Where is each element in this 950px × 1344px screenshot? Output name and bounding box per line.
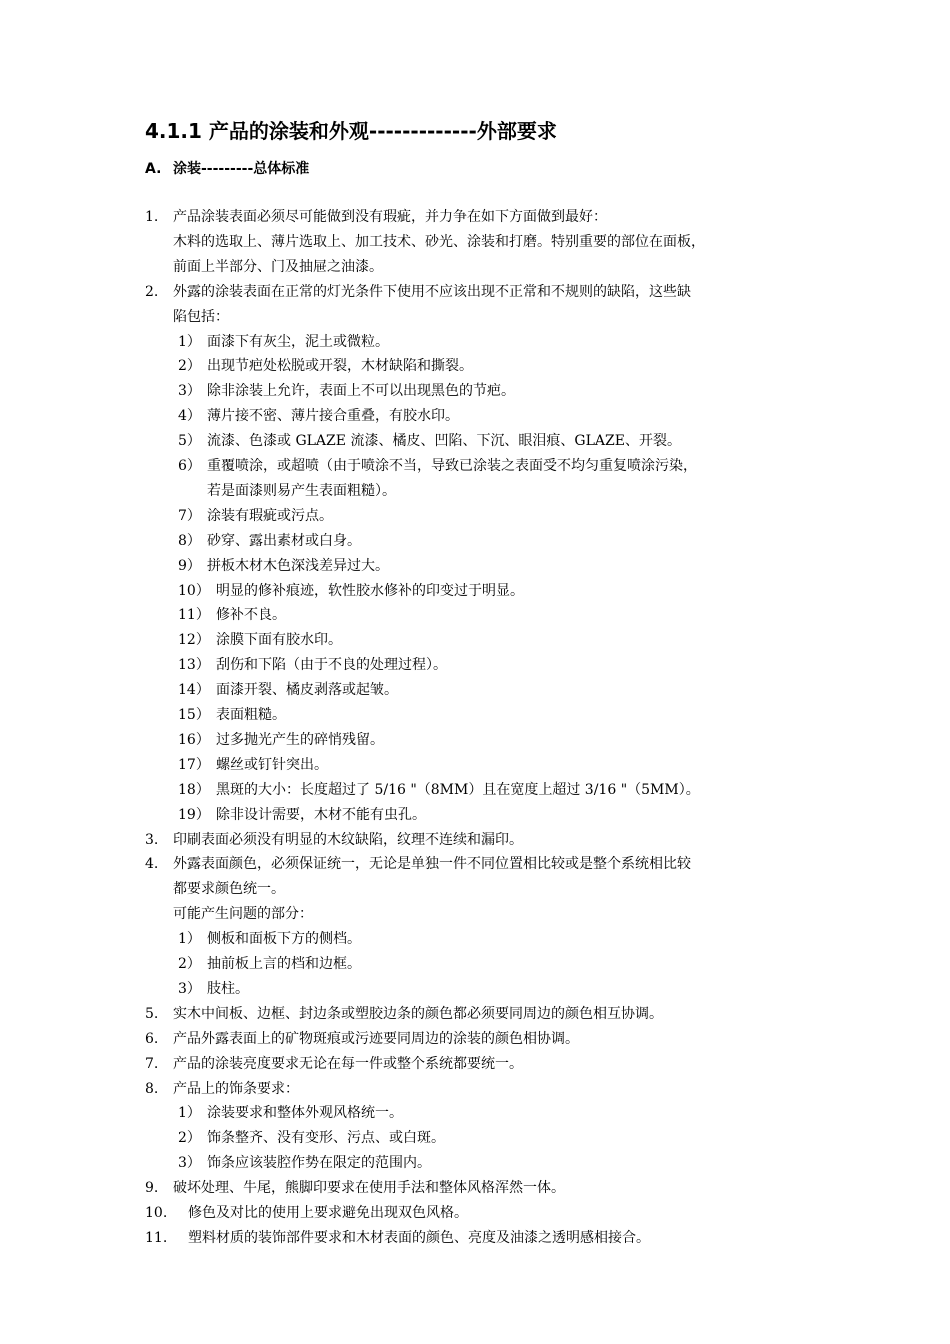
item-text: 饰条整齐、没有变形、污点、或白斑。	[207, 1130, 445, 1147]
item-text: 产品涂装表面必须尽可能做到没有瑕疵，并力争在如下方面做到最好：	[173, 209, 607, 225]
item-number: 7）	[178, 507, 201, 524]
item-number: 9.	[145, 1180, 159, 1197]
item-text: 可能产生问题的部分：	[173, 906, 313, 923]
item-text: 肢柱。	[207, 980, 249, 997]
list-item	[0, 852, 950, 877]
item-text: 前面上半部分、门及抽屉之油漆。	[173, 258, 383, 275]
list-item	[0, 1002, 950, 1027]
item-text: 外露的涂装表面在正常的灯光条件下使用不应该出现不正常和不规则的缺陷，这些缺	[173, 283, 691, 300]
item-number: 19）	[178, 806, 210, 823]
item-text: 出现节疤处松脱或开裂，木材缺陷和撕裂。	[207, 358, 473, 375]
item-text: 重覆喷涂，或超喷（由于喷涂不当，导致已涂装之表面受不均匀重复喷涂污染，	[207, 458, 697, 474]
sub-list-item	[0, 504, 950, 529]
item-number: 6）	[178, 458, 201, 474]
sub-list-item	[0, 703, 950, 728]
item-text: 除非设计需要，木材不能有虫孔。	[216, 806, 426, 823]
sub-list-item	[0, 603, 950, 628]
item-number: 6.	[145, 1030, 159, 1047]
sub-list-item	[0, 1126, 950, 1151]
item-text: 明显的修补痕迹，软性胶水修补的印变过于明显。	[216, 582, 524, 599]
list-item	[0, 1176, 950, 1201]
list-item	[0, 1201, 950, 1226]
item-number: 1.	[145, 209, 159, 225]
sub-list-item	[0, 628, 950, 653]
item-number: 1）	[178, 931, 201, 948]
item-number: 8）	[178, 532, 201, 549]
item-number: 2.	[145, 283, 159, 300]
item-number: 1）	[178, 1105, 201, 1122]
item-number: 11）	[178, 607, 210, 624]
item-number: 7.	[145, 1055, 159, 1072]
list-item	[0, 902, 950, 927]
sub-list-item	[0, 678, 950, 703]
sub-list-item	[0, 728, 950, 753]
section-letter: A.	[145, 161, 162, 177]
sub-list-item	[0, 653, 950, 678]
item-text: 产品外露表面上的矿物斑痕或污迹要同周边的涂装的颜色相协调。	[173, 1030, 579, 1047]
sub-list-item	[0, 977, 950, 1002]
item-number: 3）	[178, 1155, 201, 1172]
item-text: 侧板和面板下方的侧档。	[207, 931, 361, 948]
item-number: 11.	[145, 1229, 168, 1246]
sub-list-item	[0, 354, 950, 379]
list-item	[0, 1052, 950, 1077]
item-number: 13）	[178, 657, 210, 674]
sub-list-item	[0, 1151, 950, 1176]
item-text: 过多抛光产生的碎悄残留。	[216, 731, 384, 748]
sub-list-item	[0, 554, 950, 579]
item-text: 涂膜下面有胶水印。	[216, 632, 342, 649]
item-text: 修色及对比的使用上要求避免出现双色风格。	[188, 1205, 468, 1221]
list-item	[0, 1226, 950, 1251]
sub-list-item	[0, 778, 950, 803]
sub-list-item	[0, 330, 950, 355]
item-number: 2）	[178, 358, 201, 375]
item-text: 面漆开裂、橘皮剥落或起皱。	[216, 682, 398, 699]
item-text: 涂装要求和整体外观风格统一。	[207, 1105, 403, 1122]
item-number: 3.	[145, 831, 159, 848]
sub-list-item	[0, 479, 950, 504]
sub-list-item	[0, 454, 950, 479]
sub-list-item	[0, 529, 950, 554]
item-text: 除非涂装上允许，表面上不可以出现黑色的节疤。	[207, 383, 515, 400]
item-number: 2）	[178, 1130, 201, 1147]
section-heading	[145, 157, 309, 181]
item-number: 14）	[178, 682, 210, 699]
sub-list-item	[0, 1101, 950, 1126]
item-number: 9）	[178, 557, 201, 574]
list-item	[0, 877, 950, 902]
item-number: 17）	[178, 756, 210, 773]
section-label: 涂装---------总体标准	[173, 161, 310, 177]
list-item	[0, 828, 950, 853]
item-text: 印刷表面必须没有明显的木纹缺陷，纹理不连续和漏印。	[173, 831, 523, 848]
item-number: 12）	[178, 632, 210, 649]
item-number: 4）	[178, 408, 201, 425]
item-text: 修补不良。	[216, 607, 286, 624]
item-number: 15）	[178, 707, 210, 723]
sub-list-item	[0, 579, 950, 604]
sub-list-item	[0, 803, 950, 828]
item-text: 实木中间板、边框、封边条或塑胶边条的颜色都必须要同周边的颜色相互协调。	[173, 1005, 663, 1022]
item-number: 8.	[145, 1080, 159, 1097]
sub-list-item	[0, 952, 950, 977]
item-number: 10.	[145, 1205, 168, 1221]
item-text: 抽前板上言的档和边框。	[207, 956, 361, 972]
item-text: 涂装有瑕疵或污点。	[207, 507, 333, 524]
item-number: 5.	[145, 1005, 159, 1022]
item-text: 刮伤和下陷（由于不良的处理过程）。	[216, 657, 447, 674]
list-item	[0, 280, 950, 305]
sub-list-item	[0, 429, 950, 454]
item-number: 3）	[178, 383, 201, 400]
item-text: 薄片接不密、薄片接合重叠，有胶水印。	[207, 408, 459, 425]
list-item	[0, 255, 950, 280]
item-number: 1）	[178, 333, 201, 350]
sub-list-item	[0, 753, 950, 778]
item-text: 陷包括：	[173, 308, 229, 325]
item-text: 饰条应该装腔作势在限定的范围内。	[207, 1155, 431, 1172]
item-text: 产品上的饰条要求：	[173, 1080, 299, 1097]
item-number: 5）	[178, 433, 201, 450]
page-title: 4.1.1 产品的涂装和外观-------------外部要求	[145, 119, 557, 143]
list-item	[0, 1077, 950, 1102]
list-item	[0, 1027, 950, 1052]
list-item	[0, 230, 950, 255]
sub-list-item	[0, 404, 950, 429]
item-text: 面漆下有灰尘，泥土或微粒。	[207, 333, 389, 350]
item-text: 砂穿、露出素材或白身。	[207, 532, 361, 549]
item-number: 18）	[178, 781, 210, 798]
sub-list-item	[0, 927, 950, 952]
item-number: 16）	[178, 731, 210, 748]
item-text: 产品的涂装亮度要求无论在每一件或整个系统都要统一。	[173, 1055, 523, 1072]
item-text: 流漆、色漆或 GLAZE 流漆、橘皮、凹陷、下沉、眼泪痕、GLAZE、开裂。	[207, 433, 681, 450]
list-item	[0, 305, 950, 330]
item-number: 4.	[145, 856, 159, 873]
item-number: 10）	[178, 582, 210, 599]
item-number: 3）	[178, 980, 201, 997]
item-text: 螺丝或钉针突出。	[216, 756, 328, 773]
item-text: 若是面漆则易产生表面粗糙）。	[207, 482, 396, 499]
item-text: 表面粗糙。	[216, 707, 286, 723]
item-text: 外露表面颜色，必须保证统一，无论是单独一件不同位置相比较或是整个系统相比较	[173, 856, 691, 873]
item-text: 塑料材质的装饰部件要求和木材表面的颜色、亮度及油漆之透明感相接合。	[188, 1229, 650, 1246]
item-text: 破坏处理、牛尾，熊脚印要求在使用手法和整体风格浑然一体。	[173, 1180, 565, 1197]
item-text: 黑斑的大小：长度超过了 5/16 "（8MM）且在宽度上超过 3/16 "（5MM）。	[216, 781, 700, 798]
item-text: 拼板木材木色深浅差异过大。	[207, 557, 389, 574]
list-item	[0, 205, 950, 230]
sub-list-item	[0, 379, 950, 404]
item-text: 都要求颜色统一。	[173, 881, 285, 898]
item-text: 木料的选取上、薄片选取上、加工技术、砂光、涂装和打磨。特别重要的部位在面板，	[173, 233, 705, 250]
item-number: 2）	[178, 956, 201, 972]
